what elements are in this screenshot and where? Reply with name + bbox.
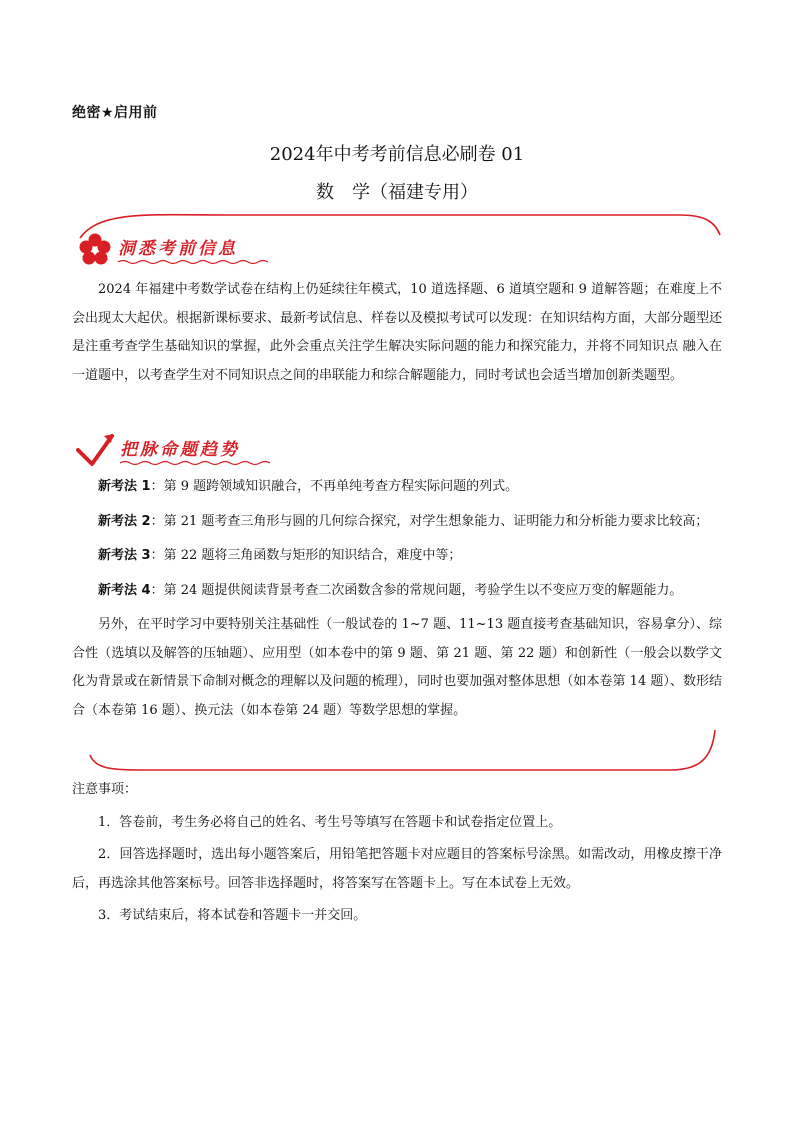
section-trend-body [72,473,722,725]
flower-icon [78,232,112,266]
trend-extra: 另外，在平时学习中要特别关注基础性（一般试卷的 1~7 题、11~13 题直接考查基础知识，容易拿分）、综合性（选填以及解答的压轴题）、应用型（如本卷中的第 9 题、第 21 题、第 22 题）和创新性（一般会以数学文化为背景或在新情景下命制对概念的理解以及问题的梳理），同时也要加强对整体思想（如本卷第 14 题）、数形结合（本卷第 16 题）、换元法（如本卷第 24 题）等数学思想的掌握。 [72,617,722,718]
notes-section [72,776,722,931]
exam-subject: 数 学（福建专用） [316,182,478,203]
trend-item-1: 新考法 1：第 9 题跨领域知识融合，不再单纯考查方程实际问题的列式。 [98,479,519,494]
note-item-2: 2．回答选择题时，选出每小题答案后，用铅笔把答题卡对应题目的答案标号涂黑。如需改动，用橡皮擦干净后，再选涂其他答案标号。回答非选择题时，将答案写在答题卡上。写在本试卷上无效。 [72,847,722,891]
trend-item-4: 新考法 4：第 24 题提供阅读背景考查二次函数含参的常规问题，考验学生以不变应万变的解题能力。 [98,582,683,598]
wave-underline [118,259,268,265]
info-paragraph: 2024 年福建中考数学试卷在结构上仍延续往年模式，10 道选择题、6 道填空题和 9 道解答题；在难度上不会出现太大起伏。根据新课标要求、最新考试信息、样卷以及模拟考试可以发现：在知识结构方面，大部分题型还是注重考查学生基础知识的掌握，此外会重点关注学生解决实际问题的能力和探究能力，并将不同知识点 融入在一道题中，以考查学生对不同知识点之间的串联能力和综合解题能力，同时考试也会适当增加创新类题型。 [72,282,723,383]
section-info-title: 洞悉考前信息 [118,238,238,259]
wave-underline [120,460,270,466]
pulse-arrow-icon [76,432,116,468]
frame-bottom-curve [90,730,715,770]
section-trend-title: 把脉命题趋势 [120,439,240,460]
section-info-body [72,276,722,390]
exam-title: 2024年中考考前信息必刷卷 01 [269,144,525,165]
notes-heading: 注意事项： [72,782,138,797]
note-item-1: 1．答卷前，考生务必将自己的姓名、考生号等填写在答题卡和试卷指定位置上。 [98,814,562,830]
section-trend-header [76,432,270,468]
trend-item-3: 新考法 3：第 22 题将三角函数与矩形的知识结合，难度中等； [98,548,462,563]
trend-item-2: 新考法 2：第 21 题考查三角形与圆的几何综合探究，对学生想象能力、证明能力和分析能力要求比较高； [98,513,709,529]
note-item-3: 3．考试结束后，将本试卷和答题卡一并交回。 [98,908,367,923]
section-info-header [78,232,268,266]
confidential-label: 绝密★启用前 [72,105,158,121]
